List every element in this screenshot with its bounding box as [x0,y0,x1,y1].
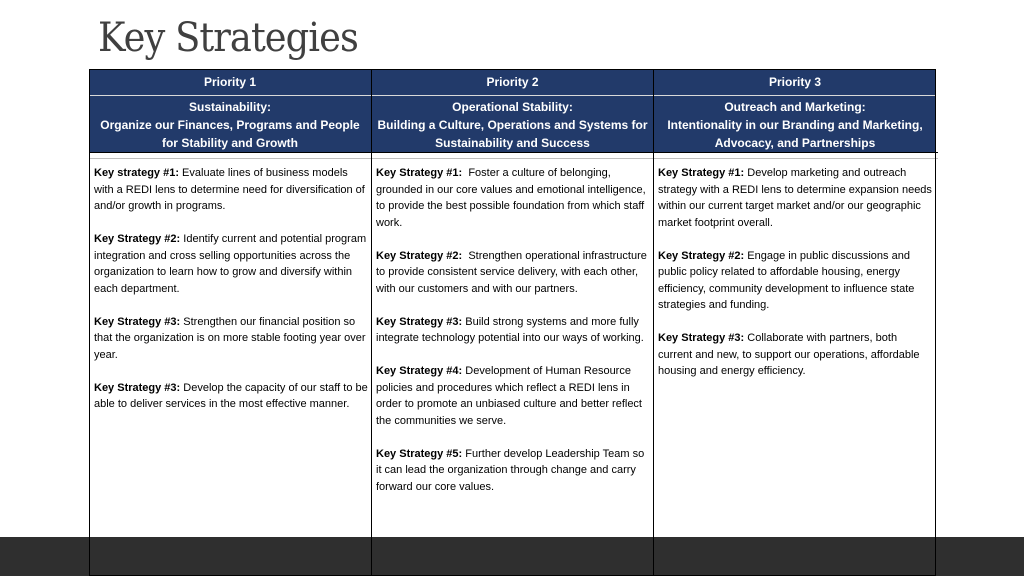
priority-subheading: Organize our Finances, Programs and People for Stability and Growth [100,118,360,150]
strategy-item [376,165,652,231]
priority-heading: Outreach and Marketing: [724,100,866,114]
strategy-text: Strengthen our financial position so that the organization is on more stable footing year over year. [94,315,366,361]
strategy-item [376,363,652,429]
strategies-priority-1 [94,165,370,429]
header-divider-light [89,158,938,159]
column-header-priority-3 [653,69,936,152]
column-divider [371,69,372,576]
priority-label: Priority 1 [89,69,371,96]
priority-heading: Operational Stability: [452,100,573,114]
strategy-item [94,380,370,413]
column-header-priority-2 [371,69,653,152]
strategy-label: Key Strategy #2: [94,233,181,245]
priority-heading: Sustainability: [188,100,271,114]
strategy-label: Key Strategy #3: [94,381,181,394]
strategy-item [376,248,652,298]
strategy-item [658,330,934,380]
strategies-priority-2 [376,165,652,512]
strategy-text: Engage in public discussions and public policy related to affordable housing, energy efficiency, community development to influence state strategies and funding. [658,249,915,311]
strategy-text: Foster a culture of belonging, grounded in our core values and emotional intelligence, to provide the best possible foundation from which staff work. [376,167,649,229]
strategy-label: Key Strategy #3: [658,332,745,344]
strategy-item [658,165,934,231]
strategy-text: Develop the capacity of our staff to be able to deliver services in the most effective manner. [94,381,368,410]
strategy-text: Develop marketing and outreach strategy with a REDI lens to determine expansion needs within our current target market and/or our geographic market footprint overall. [658,167,932,229]
strategy-item [376,314,652,347]
strategy-label: Key Strategy #2: [658,249,745,262]
priority-label: Priority 3 [654,69,936,96]
strategy-label: Key Strategy #3: [94,315,181,328]
strategy-label: Key Strategy #2: [376,249,463,262]
strategy-item [94,231,370,297]
strategy-text: Evaluate lines of business models with a REDI lens to determine need for diversification of and/or growth in programs. [94,167,365,212]
priority-subheading: Intentionality in our Branding and Marketing, Advocacy, and Partnerships [667,118,923,150]
strategy-text: Build strong systems and more fully integrate technology potential into our ways of working. [376,315,644,344]
strategy-text: Identify current and potential program integration and cross selling opportunities across the organization to learn how to grow and diversify within each department. [94,233,367,295]
strategy-text: Strengthen operational infrastructure to provide consistent service delivery, with each other, with our customers and with our partners. [376,249,650,295]
slide-title: Key Strategies [98,15,358,61]
strategy-item [376,446,652,496]
priority-label: Priority 2 [372,69,653,96]
strategy-label: Key strategy #1: [94,167,179,179]
strategy-text: Development of Human Resource policies and procedures which reflect a REDI lens in order to promote an unbiased culture and better reflect the communities we serve. [376,365,642,427]
strategy-item [658,248,934,314]
header-divider [89,152,938,153]
strategy-item [94,165,370,215]
strategy-label: Key Strategy #1: [658,167,745,179]
strategy-label: Key Strategy #3: [376,315,463,328]
priority-subheading: Building a Culture, Operations and Systems for Sustainability and Success [377,118,648,150]
strategy-text: Further develop Leadership Team so it can lead the organization through change and carry forward our core values. [376,447,645,493]
strategy-label: Key Strategy #5: [376,447,463,460]
strategy-label: Key Strategy #4: [376,365,463,377]
strategies-priority-3 [658,165,934,396]
strategy-text: Collaborate with partners, both current and new, to support our operations, affordable housing and energy efficiency. [658,332,920,377]
column-header-priority-1 [89,69,371,152]
column-divider [653,69,654,576]
strategy-label: Key Strategy #1: [376,167,463,179]
strategy-item [94,314,370,364]
strategy-table [89,69,936,576]
